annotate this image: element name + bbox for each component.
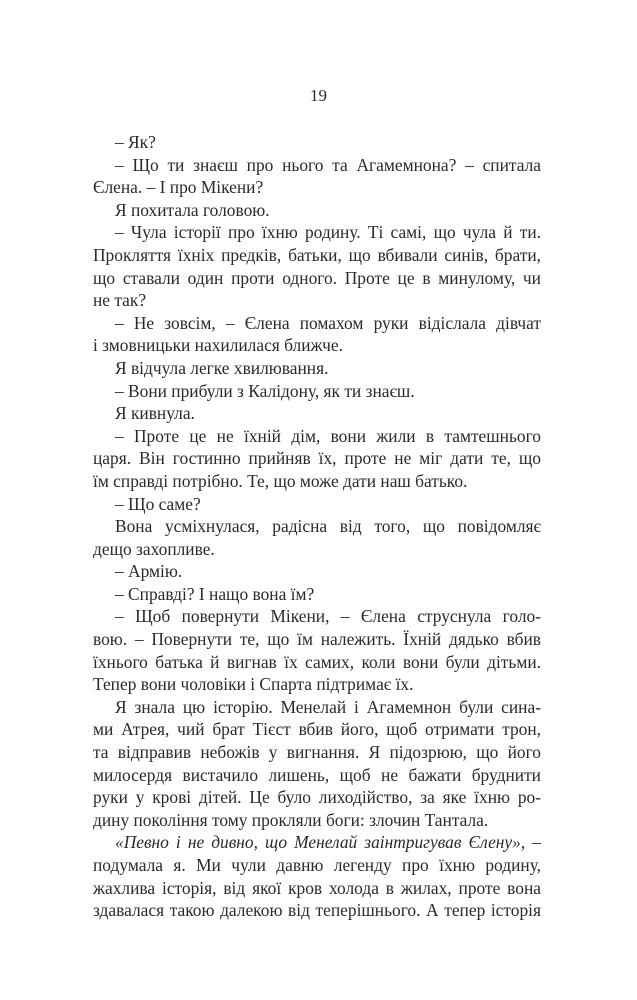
text-line: царя. Він гостинно прийняв їх, проте не міг дати те, що — [93, 448, 541, 469]
text-line-rest: – — [532, 832, 541, 853]
text-line: вою. – Повернути те, що їм належить. Їхній дядько вбив — [93, 629, 541, 650]
text-line: здавалася такою далекою від теперішнього. А тепер історія — [93, 900, 541, 921]
text-line: – Що ти знаєш про нього та Агамемнона? – спитала — [115, 154, 541, 175]
text-line: – Проте це не їхній дім, вони жили в тамтешнього — [115, 425, 541, 446]
text-line: – Що саме? — [115, 493, 201, 514]
text-line: Я знала цю історію. Менелай і Агамемнон були сина- — [115, 696, 541, 717]
text-line: Прокляття їхніх предків, батьки, що вбивали синів, брати, — [93, 244, 541, 265]
text-line — [93, 831, 541, 854]
text-line: Тепер вони чоловіки і Спарта підтримає їх. — [93, 674, 414, 695]
text-line: не так? — [93, 290, 147, 311]
text-line: що ставали один проти одного. Проте це в минулому, чи — [93, 267, 541, 288]
text-line: дещо захопливе. — [93, 538, 215, 559]
text-line: їм справді потрібно. Те, що може дати наш батько. — [93, 470, 468, 491]
text-line: – Щоб повернути Мікени, – Єлена струснула голо- — [115, 606, 541, 627]
text-line: та відправив небожів у вигнання. Я підозрюю, що його — [93, 742, 541, 763]
text-line: і змовницьки нахилилася ближче. — [93, 335, 343, 356]
text-line: Вона усміхнулася, радісна від того, що повідомляє — [115, 516, 541, 537]
text-line: – Армію. — [115, 561, 183, 582]
text-line: їхнього батька й вигнав їх самих, коли вони були дітьми. — [93, 651, 541, 672]
text-line: дину покоління тому прокляли боги: злочин Тантала. — [93, 809, 489, 830]
text-line: Я похитала головою. — [115, 199, 270, 220]
text-line: милосердя вистачило лишень, щоб не бажати бруднити — [93, 764, 541, 785]
body-text — [93, 131, 541, 922]
text-line: – Не зовсім, – Єлена помахом руки відіслала дівчат — [115, 312, 541, 333]
text-line: – Чула історії про їхню родину. Ті самі, що чула й ти. — [115, 222, 541, 243]
text-line: Я кивнула. — [115, 403, 195, 424]
text-line: жахлива історія, від якої кров холода в жилах, проте вона — [93, 877, 541, 898]
text-line: руки у крові дітей. Це було лиходійство, за яке їхню ро- — [93, 787, 541, 808]
text-line: ми Атрея, чий брат Тієст вбив його, щоб отримати трон, — [93, 719, 541, 740]
page-number: 19 — [310, 86, 327, 105]
text-line: – Вони прибули з Калідону, як ти знаєш. — [115, 380, 415, 401]
text-line: – Як? — [115, 132, 156, 152]
text-line: Єлена. – І про Мікени? — [93, 177, 264, 198]
italic-quote: «Певно і не дивно, що Менелай заінтригував Єлену», — [115, 832, 526, 853]
text-line: подумала я. Ми чули давню легенду про їхню родину, — [93, 855, 541, 875]
text-line: Я відчула легке хвилювання. — [115, 357, 329, 378]
text-line: – Справді? І нащо вона їм? — [115, 583, 315, 604]
